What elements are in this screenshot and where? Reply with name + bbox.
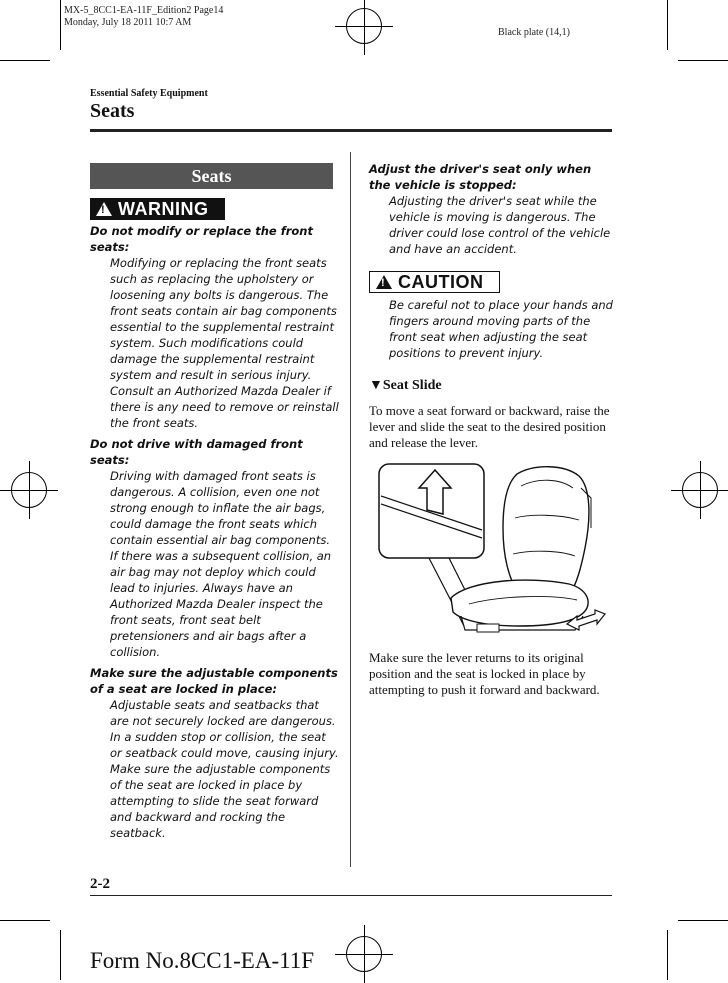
section-label: Essential Safety Equipment (90, 88, 208, 99)
warning-badge (90, 198, 225, 220)
subsection-title: Seat Slide (382, 378, 442, 393)
title-rule (90, 129, 612, 132)
registration-mark-right (682, 472, 718, 508)
warning-item (90, 223, 340, 431)
plate-label: Black plate (14,1) (498, 27, 570, 38)
print-header-line2: Monday, July 18 2011 10:7 AM (64, 17, 192, 28)
warning-item (90, 436, 340, 660)
caution-label: CAUTION (398, 272, 484, 292)
form-number: Form No.8CC1-EA-11F (90, 948, 315, 973)
seat-slide-illustration (369, 458, 619, 643)
triangle-down-icon: ▼ (369, 378, 383, 393)
warning-item-heading: Do not drive with damaged front seats: (90, 437, 303, 467)
warning-item-heading: Make sure the adjustable components of a seat are locked in place: (90, 666, 338, 696)
caution-badge (369, 271, 500, 293)
caution-body: Be careful not to place your hands and fingers around moving parts of the front seat when adjusting the seat positions to prevent injury. (389, 298, 613, 360)
warning-item-continued (369, 161, 614, 257)
subsection-heading (369, 378, 442, 394)
warning-triangle-icon: ! (96, 202, 112, 216)
caution-triangle-icon: ! (376, 275, 392, 289)
warning-item-body: Adjusting the driver's seat while the vehicle is moving is dangerous. The driver could lose control of the vehicle and have an accident. (389, 194, 611, 256)
warning-item-heading: Do not modify or replace the front seats: (90, 224, 313, 254)
print-header-line1: MX-5_8CC1-EA-11F_Edition2 Page14 (64, 5, 224, 16)
page-title: Seats (90, 100, 135, 122)
column-divider (350, 152, 351, 867)
paragraph: Make sure the lever returns to its original position and the seat is locked in place by attempting to push it forward and backward. (369, 650, 600, 697)
warning-label: WARNING (118, 199, 209, 219)
seat-back (503, 467, 589, 596)
page-number: 2-2 (90, 876, 110, 892)
registration-mark-bottom (346, 936, 382, 972)
warning-item (90, 665, 340, 841)
warning-item-body: Driving with damaged front seats is dangerous. A collision, even one not strong enough to inflate the air bags, could damage the front seats which contain essential air bag components. If there was a subsequent collision, an air bag may not deploy which could lead to injuries. Always have an Authorized Mazda Dealer inspect the front seats, front seat belt pretensioners and air bags after a collision. (110, 469, 332, 659)
paragraph: To move a seat forward or backward, raise the lever and slide the seat to the desired position and release the lever. (369, 403, 610, 450)
column-heading-bar: Seats (90, 163, 333, 189)
warning-item-heading: Adjust the driver's seat only when the vehicle is stopped: (369, 162, 592, 192)
registration-mark-top (346, 8, 382, 44)
seat-lever (477, 624, 499, 632)
footer-rule (90, 895, 612, 896)
warning-item-body: Adjustable seats and seatbacks that are not securely locked are dangerous. In a sudden stop or collision, the seat or seatback could move, causing injury. Make sure the adjustable components of the seat are locked in place by attempting to slide the seat forward and backward and rocking the seatback. (110, 698, 339, 840)
warning-item-body: Modifying or replacing the front seats such as replacing the upholstery or loosening any bolts is dangerous. The front seats contain air bag components essential to the supplemental restraint system. Such modifications could damage the supplemental restraint system and result in serious injury. Consult an Authorized Mazda Dealer if there is any need to remove or reinstall the front seats. (110, 256, 339, 430)
registration-mark-left (11, 472, 47, 508)
warning-list (90, 223, 340, 841)
